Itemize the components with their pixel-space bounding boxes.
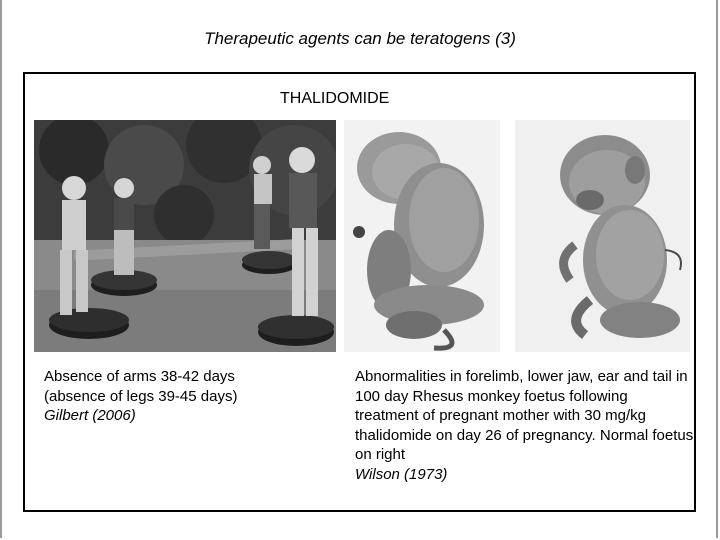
section-heading: THALIDOMIDE bbox=[280, 90, 390, 107]
caption-left bbox=[44, 367, 334, 426]
caption-right-reference: Wilson (1973) bbox=[355, 465, 448, 483]
caption-right-text: Abnormalities in forelimb, lower jaw, ear and tail in 100 day Rhesus monkey foetus following treatment of pregnant mother with 30 mg/kg thalidomide on day 26 of pregnancy. Normal foetus on right bbox=[355, 368, 694, 463]
caption-right bbox=[355, 367, 695, 484]
photo-children-thalidomide bbox=[34, 120, 336, 352]
caption-left-reference: Gilbert (2006) bbox=[44, 407, 136, 424]
caption-left-line1: Absence of arms 38-42 days bbox=[44, 368, 235, 385]
photo-affected-foetus bbox=[344, 120, 500, 352]
photo-normal-foetus bbox=[515, 120, 690, 352]
caption-left-line2: (absence of legs 39-45 days) bbox=[44, 387, 238, 405]
slide-title: Therapeutic agents can be teratogens (3) bbox=[204, 29, 516, 48]
content-box bbox=[23, 72, 696, 512]
